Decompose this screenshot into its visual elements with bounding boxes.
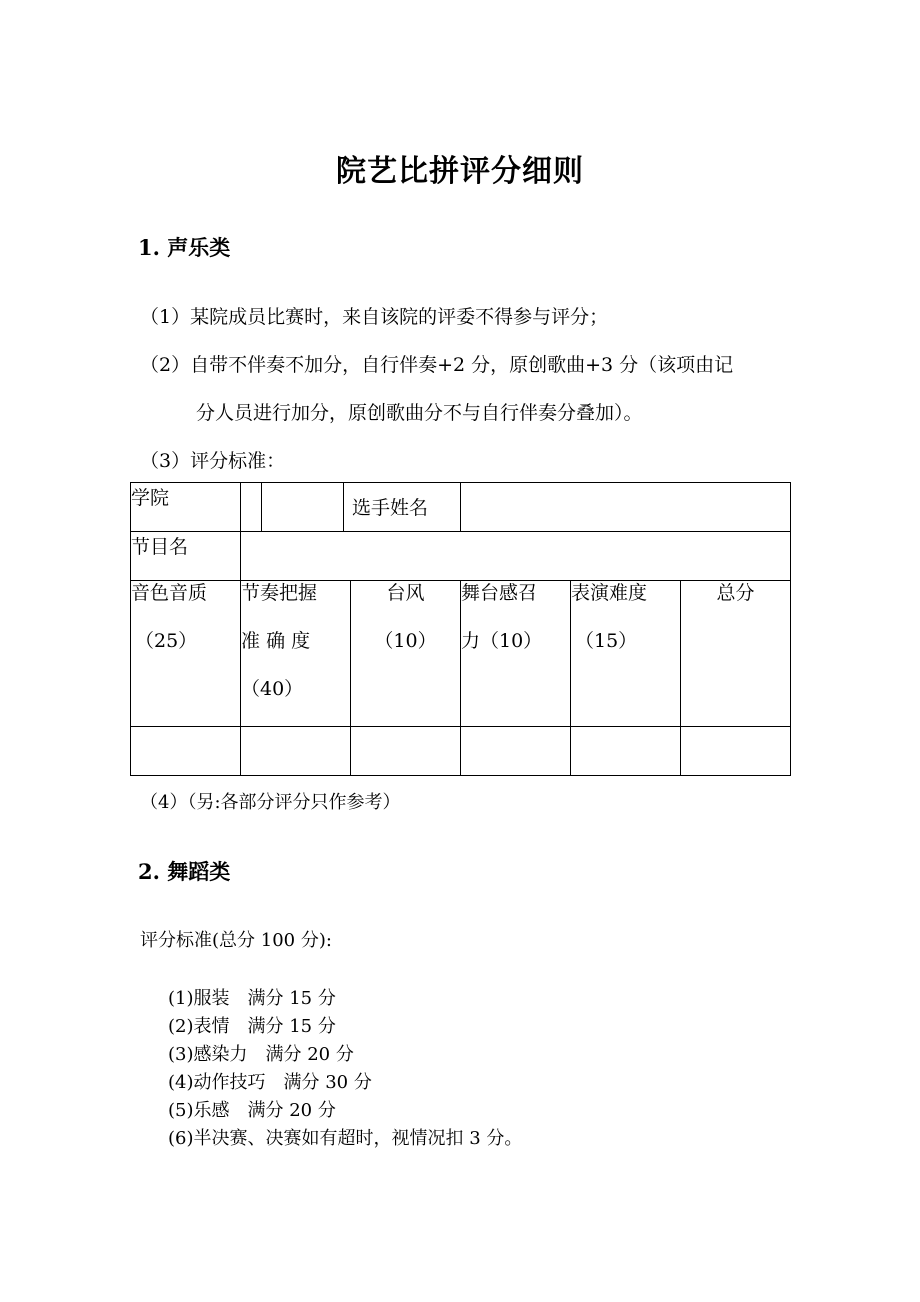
college-label: 学院	[131, 487, 170, 509]
dance-item-5: (5)乐感 满分 20 分	[168, 1100, 336, 1121]
criterion-stage-appeal: 舞台感召 力（10）	[461, 581, 571, 727]
dance-item-3: (3)感染力 满分 20 分	[168, 1044, 354, 1065]
table-row	[131, 532, 791, 581]
dance-item-6: (6)半决赛、决赛如有超时，视情况扣 3 分。	[168, 1128, 523, 1149]
table-row	[131, 483, 791, 532]
criterion-timbre: 音色音质 （25）	[131, 581, 241, 727]
score-cell	[571, 727, 681, 776]
section-heading-dance: 2. 舞蹈类	[138, 859, 231, 884]
program-value-cell	[241, 532, 791, 581]
section-heading-vocal: 1. 声乐类	[138, 235, 231, 260]
dance-item-1: (1)服装 满分 15 分	[168, 988, 336, 1009]
college-value-cell	[241, 483, 461, 532]
vocal-rule-2-cont: 分人员进行加分，原创歌曲分不与自行伴奏分叠加）。	[196, 402, 643, 424]
college-label-cell	[131, 483, 241, 532]
table-row	[131, 727, 791, 776]
table-row	[131, 581, 791, 727]
criterion-stage-manner: 台风 （10）	[351, 581, 461, 727]
dance-item-4: (4)动作技巧 满分 30 分	[168, 1072, 372, 1093]
score-cell	[131, 727, 241, 776]
player-name-value-cell	[461, 483, 791, 532]
vocal-note: （4）（另:各部分评分只作参考）	[140, 792, 401, 813]
dance-item-2: (2)表情 满分 15 分	[168, 1016, 336, 1037]
page-title: 院艺比拼评分细则	[336, 154, 584, 189]
program-label-cell	[131, 532, 241, 581]
criterion-difficulty: 表演难度 （15）	[571, 581, 681, 727]
score-cell	[241, 727, 351, 776]
criterion-total: 总分	[681, 581, 791, 727]
scoring-table	[130, 482, 791, 776]
score-cell	[461, 727, 571, 776]
criterion-rhythm: 节奏把握 准 确 度 （40）	[241, 581, 351, 727]
score-cell	[351, 727, 461, 776]
vocal-rule-1: （1）某院成员比赛时，来自该院的评委不得参与评分；	[140, 306, 609, 328]
player-name-label: 选手姓名	[352, 497, 429, 519]
program-label: 节目名	[131, 536, 189, 558]
dance-intro: 评分标准(总分 100 分):	[140, 930, 332, 951]
vocal-rule-2: （2）自带不伴奏不加分，自行伴奏+2 分，原创歌曲+3 分（该项由记	[140, 354, 734, 376]
vocal-rule-3: （3）评分标准：	[140, 450, 286, 472]
score-cell	[681, 727, 791, 776]
